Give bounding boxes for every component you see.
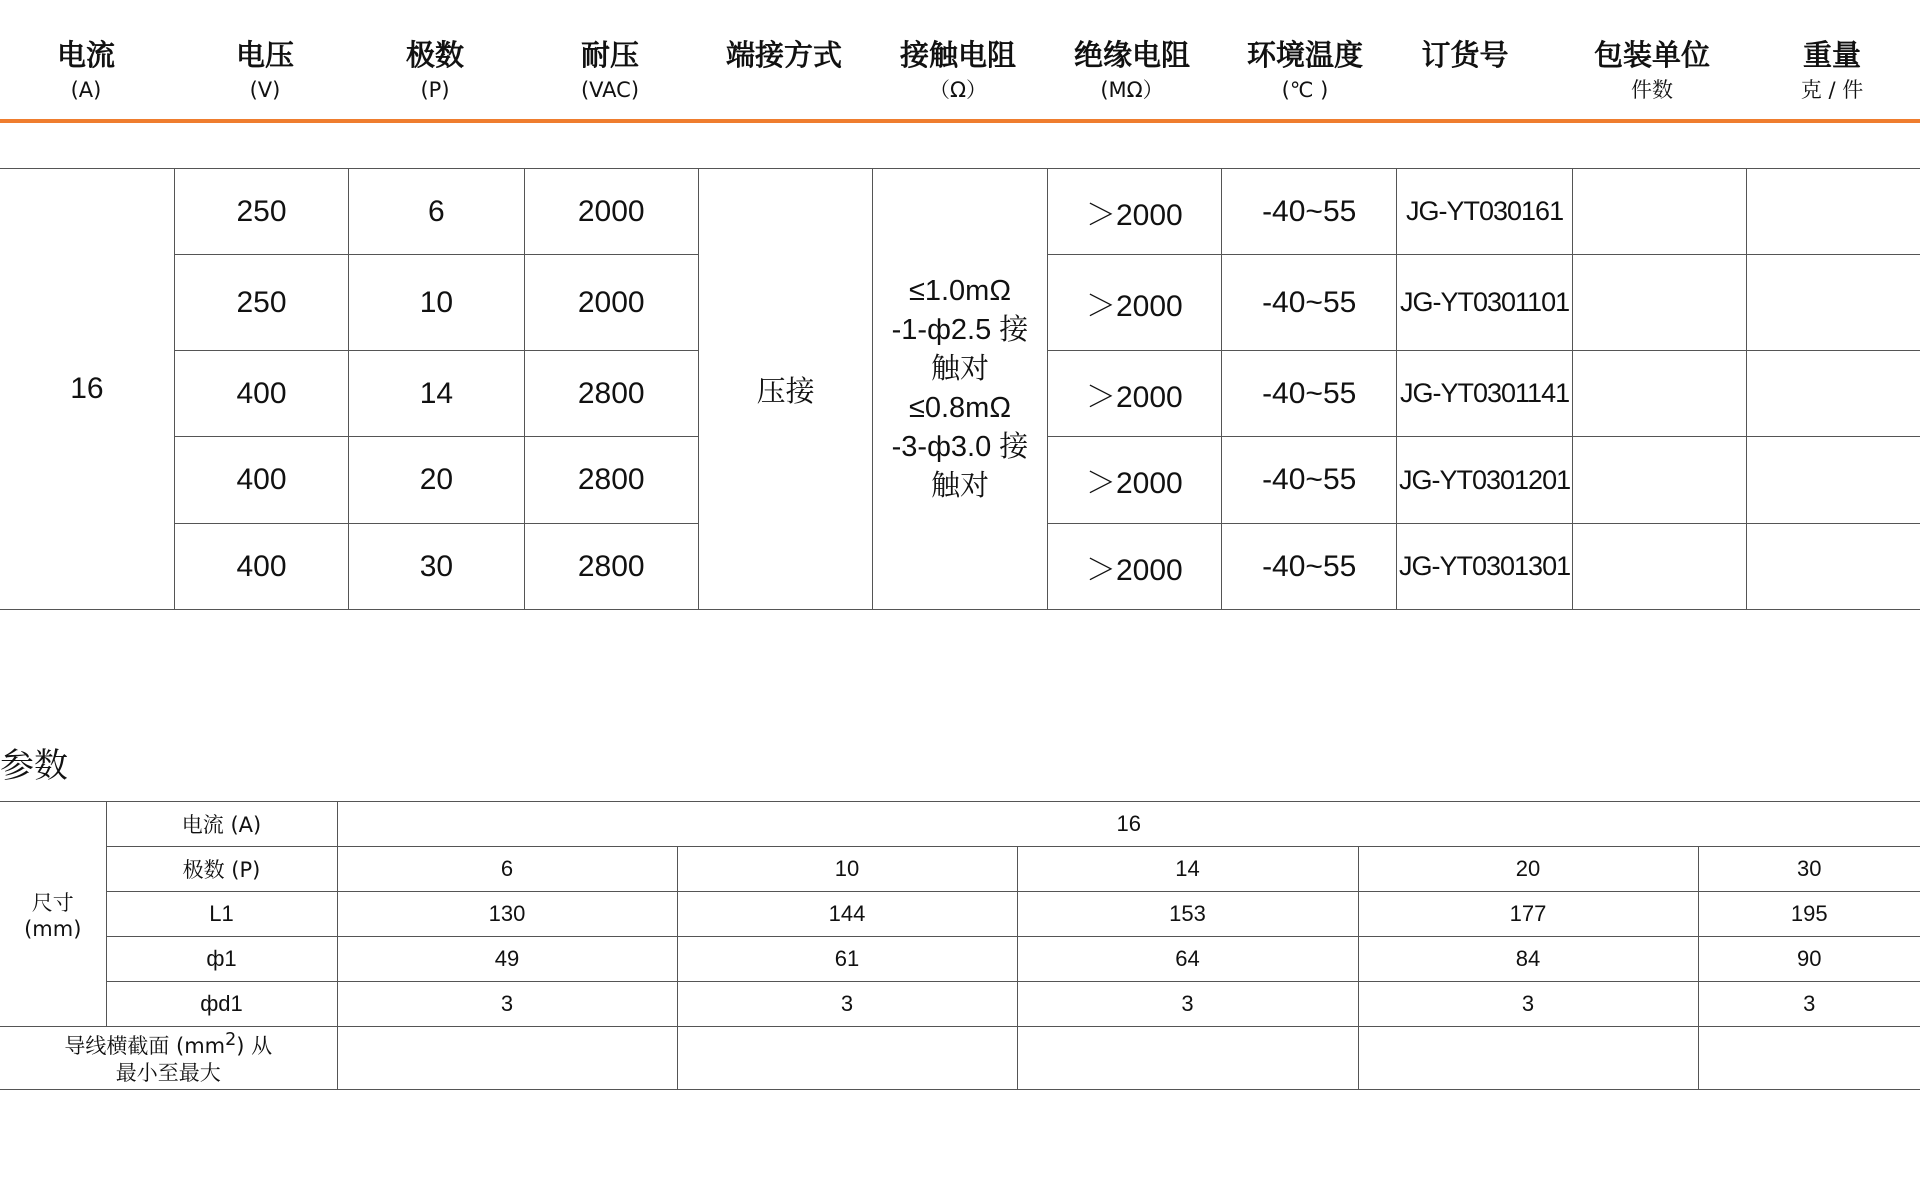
phi1-value: 64 [1017, 937, 1358, 982]
temperature-cell: -40~55 [1222, 169, 1397, 255]
header-voltage [172, 40, 358, 103]
phid1-value: 3 [1017, 982, 1358, 1027]
table-row [0, 169, 1920, 255]
poles-cell: 10 [349, 255, 524, 351]
temperature-cell: -40~55 [1222, 524, 1397, 610]
packing-unit-cell [1572, 351, 1746, 437]
poles-value: 20 [1358, 847, 1698, 892]
wire-value [337, 1027, 677, 1090]
termination-cell: 压接 [698, 169, 872, 610]
header-insulation-label: 绝缘电阻 [1073, 38, 1190, 72]
order-no-cell: JG-YT0301201 [1397, 437, 1572, 524]
weight-cell [1747, 169, 1920, 255]
wire-cross-section-label [0, 1027, 337, 1090]
wire-value [1698, 1027, 1920, 1090]
phi1-value: 90 [1698, 937, 1920, 982]
dimension-label: 尺寸 [31, 891, 74, 915]
phid1-value: 3 [1698, 982, 1920, 1027]
packing-unit-cell [1572, 524, 1746, 610]
temperature-cell: -40~55 [1222, 255, 1397, 351]
header-packing-unit [1565, 40, 1739, 103]
voltage-cell: 400 [174, 351, 348, 437]
withstand-cell: 2000 [524, 255, 698, 351]
contact-line: 触对 [930, 352, 989, 385]
phi1-value: 84 [1358, 937, 1698, 982]
header-voltage-unit: (V) [249, 77, 281, 102]
poles-value: 14 [1017, 847, 1358, 892]
spec-table [0, 168, 1920, 610]
header-current [0, 40, 172, 103]
header-termination [697, 40, 871, 78]
header-divider [0, 119, 1920, 123]
dimension-unit: (mm) [24, 917, 82, 941]
insulation-cell: ＞2000 [1047, 169, 1221, 255]
contact-resistance-cell [873, 169, 1047, 610]
weight-cell [1747, 524, 1920, 610]
poles-cell: 30 [349, 524, 524, 610]
withstand-cell: 2000 [524, 169, 698, 255]
header-temperature-unit: (℃ ) [1281, 77, 1329, 102]
table-row [0, 982, 1920, 1027]
header-contact-resistance [871, 40, 1045, 103]
header-current-unit: (A) [70, 77, 102, 102]
poles-cell: 14 [349, 351, 524, 437]
wire-label-text: ) 从 [236, 1033, 273, 1058]
poles-label: 极数 (P) [106, 847, 337, 892]
header-voltage-label: 电压 [235, 38, 294, 72]
wire-label-text: 导线横截面 (mm [64, 1033, 226, 1058]
temperature-cell: -40~55 [1222, 437, 1397, 524]
header-weight-label: 重量 [1802, 38, 1861, 72]
voltage-cell: 400 [174, 437, 348, 524]
weight-cell [1747, 351, 1920, 437]
insulation-cell: ＞2000 [1047, 437, 1221, 524]
contact-line: -1-ф2.5 接 [891, 313, 1029, 346]
wire-value [677, 1027, 1017, 1090]
poles-cell: 6 [349, 169, 524, 255]
header-insulation-unit: (MΩ） [1100, 77, 1164, 102]
temperature-cell: -40~55 [1222, 351, 1397, 437]
header-withstand [523, 40, 697, 103]
header-insulation [1045, 40, 1219, 103]
table-row [0, 937, 1920, 982]
phid1-label: фd1 [106, 982, 337, 1027]
order-no-cell: JG-YT0301101 [1397, 255, 1572, 351]
param-table [0, 801, 1920, 1090]
voltage-cell: 250 [174, 255, 348, 351]
header-current-label: 电流 [56, 38, 115, 72]
wire-label-line-1 [0, 1029, 337, 1060]
header-poles-unit: (P) [420, 77, 450, 102]
l1-value: 130 [337, 892, 677, 937]
phid1-value: 3 [337, 982, 677, 1027]
weight-cell [1747, 437, 1920, 524]
poles-value: 30 [1698, 847, 1920, 892]
header-order-no [1378, 40, 1552, 78]
withstand-cell: 2800 [524, 524, 698, 610]
l1-value: 177 [1358, 892, 1698, 937]
table-row [0, 1027, 1920, 1090]
contact-line: ≤0.8mΩ [908, 392, 1012, 424]
header-contact-resistance-label: 接触电阻 [899, 38, 1016, 72]
spec-table-header [0, 0, 1920, 120]
table-row [0, 892, 1920, 937]
l1-label: L1 [106, 892, 337, 937]
header-withstand-label: 耐压 [580, 38, 639, 72]
withstand-cell: 2800 [524, 351, 698, 437]
packing-unit-cell [1572, 169, 1746, 255]
order-no-cell: JG-YT0301141 [1397, 351, 1572, 437]
header-packing-unit-unit: 件数 [1631, 77, 1673, 102]
table-row [0, 847, 1920, 892]
current-label: 电流 (A) [106, 802, 337, 847]
l1-value: 195 [1698, 892, 1920, 937]
header-temperature [1218, 40, 1392, 103]
l1-value: 144 [677, 892, 1017, 937]
header-withstand-unit: (VAC) [580, 77, 640, 102]
wire-value [1017, 1027, 1358, 1090]
poles-cell: 20 [349, 437, 524, 524]
l1-value: 153 [1017, 892, 1358, 937]
wire-value [1358, 1027, 1698, 1090]
header-temperature-label: 环境温度 [1246, 38, 1363, 72]
header-poles [348, 40, 522, 103]
insulation-cell: ＞2000 [1047, 351, 1221, 437]
wire-label-line-2: 最小至最大 [115, 1061, 221, 1085]
header-packing-unit-label: 包装单位 [1593, 38, 1710, 72]
table-row [0, 802, 1920, 847]
phi1-value: 61 [677, 937, 1017, 982]
header-order-no-label: 订货号 [1421, 38, 1509, 72]
phi1-label: ф1 [106, 937, 337, 982]
header-weight-unit: 克 / 件 [1800, 77, 1864, 102]
insulation-cell: ＞2000 [1047, 255, 1221, 351]
header-weight [1745, 40, 1919, 103]
withstand-cell: 2800 [524, 437, 698, 524]
dimension-group-label [0, 802, 106, 1027]
contact-line: 触对 [930, 470, 989, 503]
phi1-value: 49 [337, 937, 677, 982]
insulation-cell: ＞2000 [1047, 524, 1221, 610]
contact-line: -3-ф3.0 接 [891, 431, 1029, 464]
current-cell: 16 [0, 169, 174, 610]
phid1-value: 3 [1358, 982, 1698, 1027]
packing-unit-cell [1572, 255, 1746, 351]
header-termination-label: 端接方式 [725, 38, 842, 72]
packing-unit-cell [1572, 437, 1746, 524]
order-no-cell: JG-YT0301301 [1397, 524, 1572, 610]
param-section-title: 参数 [0, 746, 68, 786]
header-poles-label: 极数 [405, 38, 464, 72]
poles-value: 6 [337, 847, 677, 892]
voltage-cell: 250 [174, 169, 348, 255]
poles-value: 10 [677, 847, 1017, 892]
order-no-cell: JG-YT030161 [1397, 169, 1572, 255]
wire-label-superscript: 2 [225, 1029, 237, 1050]
header-contact-resistance-unit: （Ω） [928, 77, 988, 102]
phid1-value: 3 [677, 982, 1017, 1027]
contact-line: ≤1.0mΩ [908, 274, 1012, 307]
voltage-cell: 400 [174, 524, 348, 610]
weight-cell [1747, 255, 1920, 351]
current-value: 16 [337, 802, 1920, 847]
